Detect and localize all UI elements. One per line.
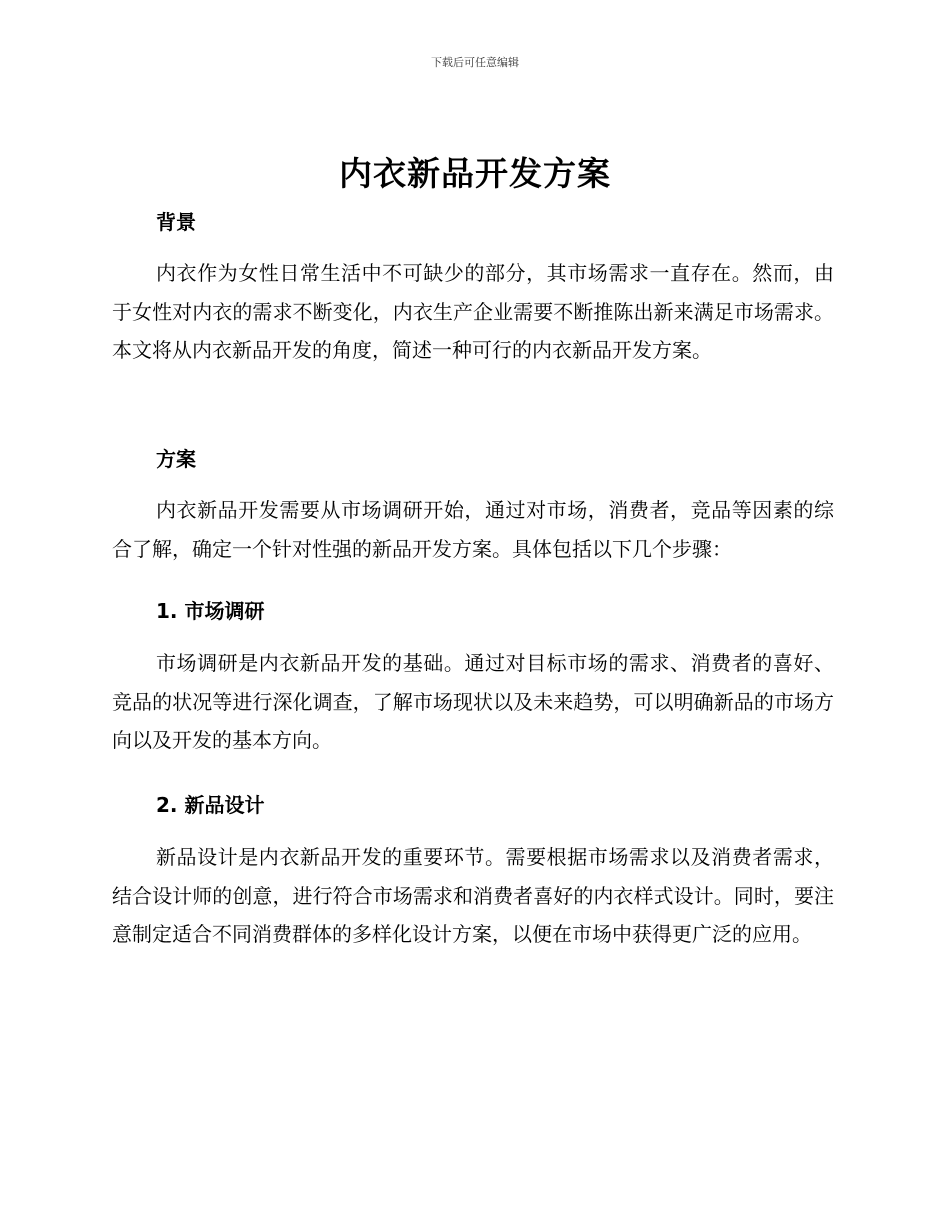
paragraph-plan: 内衣新品开发需要从市场调研开始，通过对市场，消费者，竞品等因素的综合了解，确定一个针对性强的新品开发方案。具体包括以下几个步骤： — [112, 498, 834, 561]
section-step2-heading-wrap — [112, 789, 834, 818]
section-heading-background: 背景 — [156, 210, 196, 234]
paragraph-background: 内衣作为女性日常生活中不可缺少的部分，其市场需求一直存在。然而，由于女性对内衣的需求不断变化，内衣生产企业需要不断推陈出新来满足市场需求。本文将从内衣新品开发的角度，简述一种可行的内衣新品开发方案。 — [112, 261, 834, 362]
section-plan-body — [112, 491, 834, 568]
section-heading-plan: 方案 — [156, 447, 196, 471]
paragraph-product-design: 新品设计是内衣新品开发的重要环节。需要根据市场需求以及消费者需求，结合设计师的创意，进行符合市场需求和消费者喜好的内衣样式设计。同时，要注意制定适合不同消费群体的多样化设计方案，以便在市场中获得更广泛的应用。 — [112, 845, 834, 946]
section-heading-market-research: 1. 市场调研 — [156, 599, 265, 623]
section-step1-body — [112, 644, 834, 760]
section-step1-heading-wrap — [112, 595, 834, 624]
header-note: 下载后可任意编辑 — [431, 56, 519, 69]
section-plan-heading-wrap — [112, 443, 834, 472]
section-background-heading-wrap — [112, 206, 834, 235]
paragraph-market-research: 市场调研是内衣新品开发的基础。通过对目标市场的需求、消费者的喜好、竞品的状况等进行深化调查，了解市场现状以及未来趋势，可以明确新品的市场方向以及开发的基本方向。 — [112, 651, 834, 752]
section-heading-product-design: 2. 新品设计 — [156, 793, 265, 817]
section-background-body — [112, 254, 834, 370]
section-step2-body — [112, 838, 834, 954]
document-title: 内衣新品开发方案 — [339, 154, 611, 193]
